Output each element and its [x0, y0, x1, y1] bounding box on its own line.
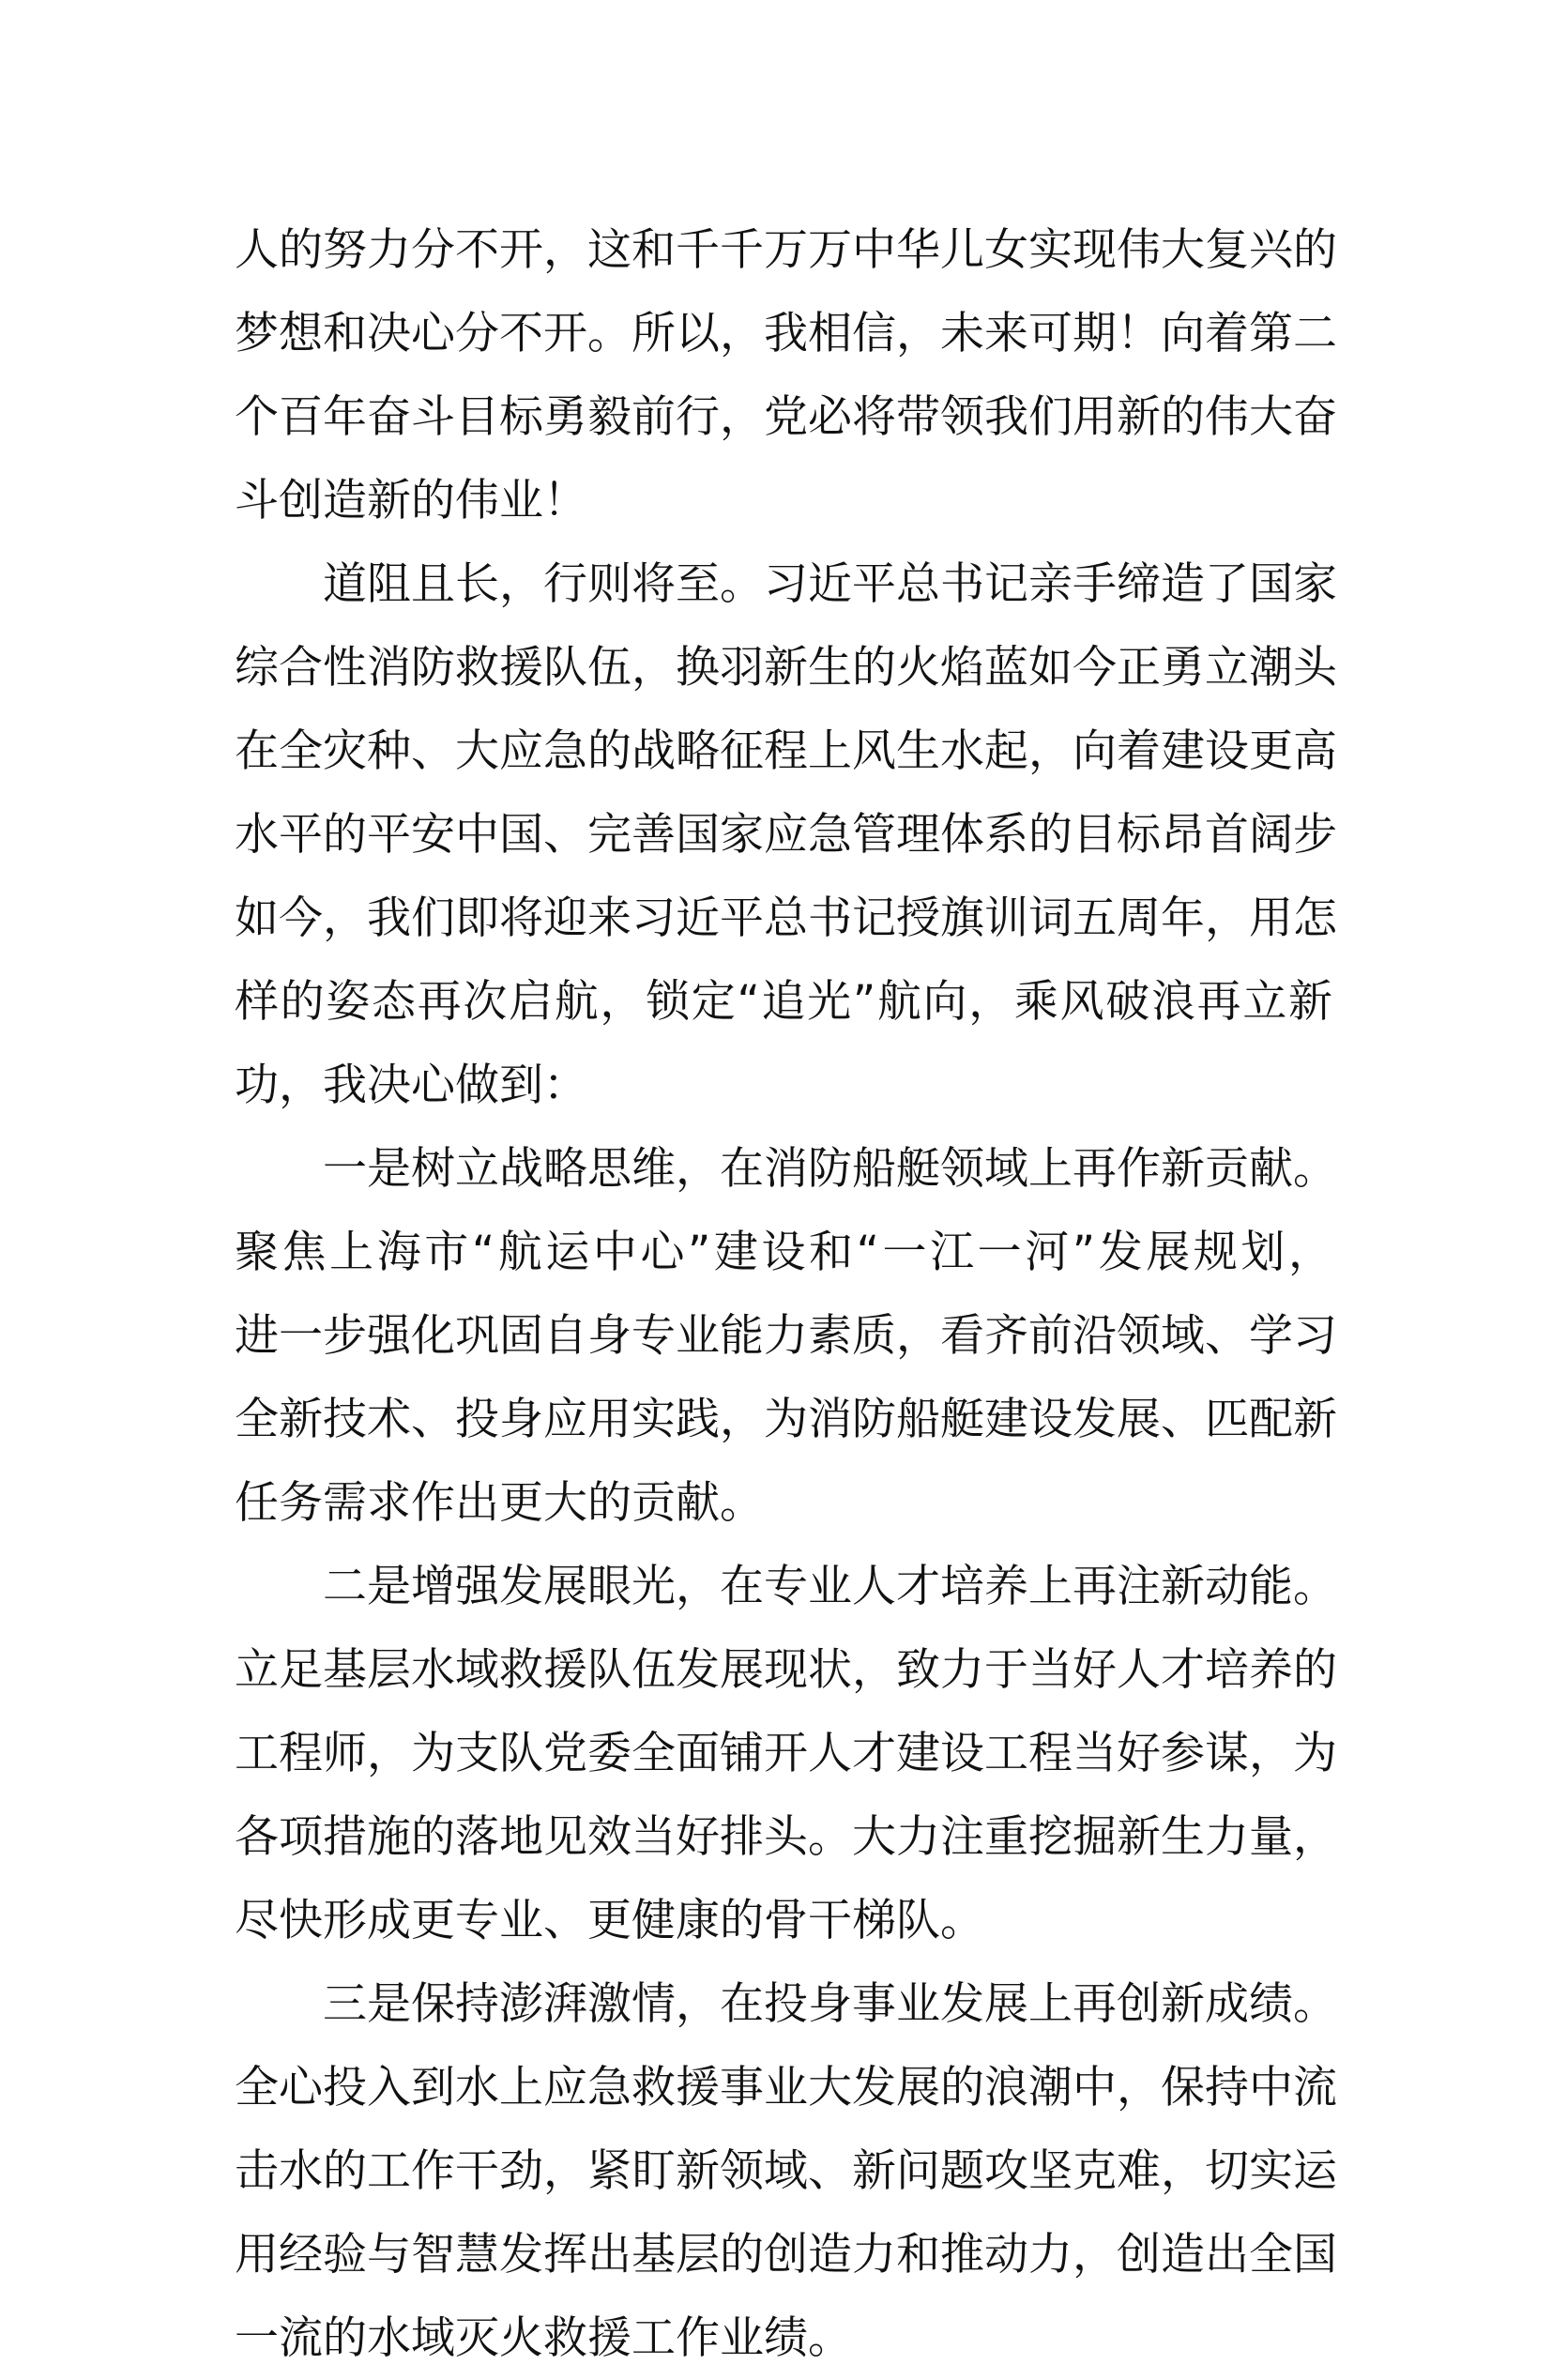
text-line: 各项措施的落地见效当好排头。大力注重挖掘新生力量，	[235, 1811, 1337, 1863]
text-line: 人的努力分不开，这和千千万万中华儿女实现伟大复兴的	[235, 224, 1337, 276]
text-line: 综合性消防救援队伍，换羽新生的火焰蓝如今正勇立潮头	[235, 642, 1337, 694]
text-line: 用经验与智慧发挥出基层的创造力和推动力，创造出全国	[235, 2229, 1337, 2281]
text-line: 梦想和决心分不开。所以，我相信，未来可期！向着第二	[235, 308, 1337, 359]
text-line: 工程师，为支队党委全面铺开人才建设工程当好参谋，为	[235, 1728, 1337, 1779]
paragraph-5	[235, 1962, 1337, 2380]
text-line: 全新技术、投身应用实践，为消防船艇建设发展、匹配新	[235, 1394, 1337, 1445]
text-line: 斗创造新的伟业！	[235, 475, 587, 526]
text-line: 击水的工作干劲，紧盯新领域、新问题攻坚克难，切实运	[235, 2145, 1337, 2197]
text-line: 三是保持澎湃激情，在投身事业发展上再创新成绩。	[323, 1978, 1337, 2030]
text-line: 样的姿态再次启航，锁定“追光”航向，乘风破浪再立新	[235, 976, 1332, 1028]
paragraph-2	[235, 542, 1337, 1127]
text-line: 任务需求作出更大的贡献。	[235, 1477, 764, 1529]
document-body	[235, 208, 1337, 2380]
text-line: 二是增强发展眼光，在专业人才培养上再注新动能。	[323, 1561, 1337, 1612]
paragraph-1	[235, 208, 1337, 542]
text-line: 一是树立战略思维，在消防船艇领域上再作新贡献。	[323, 1143, 1337, 1195]
text-line: 进一步强化巩固自身专业能力素质，看齐前沿领域、学习	[235, 1310, 1337, 1362]
paragraph-3	[235, 1127, 1337, 1545]
text-line: 在全灾种、大应急的战略征程上风生水起，向着建设更高	[235, 725, 1337, 777]
text-line: 功，我决心做到：	[235, 1060, 587, 1111]
text-line: 一流的水域灭火救援工作业绩。	[235, 2312, 852, 2364]
text-line: 全心投入到水上应急救援事业大发展的浪潮中，保持中流	[235, 2062, 1337, 2113]
paragraph-4	[235, 1545, 1337, 1962]
text-line: 水平的平安中国、完善国家应急管理体系的目标昂首阔步	[235, 809, 1337, 861]
text-line: 立足基层水域救援队伍发展现状，致力于当好人才培养的	[235, 1644, 1337, 1696]
text-line: 如今，我们即将迎来习近平总书记授旗训词五周年，用怎	[235, 892, 1337, 944]
text-line: 个百年奋斗目标勇毅前行，党必将带领我们用新的伟大奋	[235, 391, 1337, 443]
text-line: 聚焦上海市“航运中心”建设和“一江一河”发展规划，	[235, 1227, 1332, 1278]
text-line: 尽快形成更专业、更健康的骨干梯队。	[235, 1895, 984, 1946]
text-line: 道阻且长，行则将至。习近平总书记亲手缔造了国家	[323, 558, 1337, 610]
